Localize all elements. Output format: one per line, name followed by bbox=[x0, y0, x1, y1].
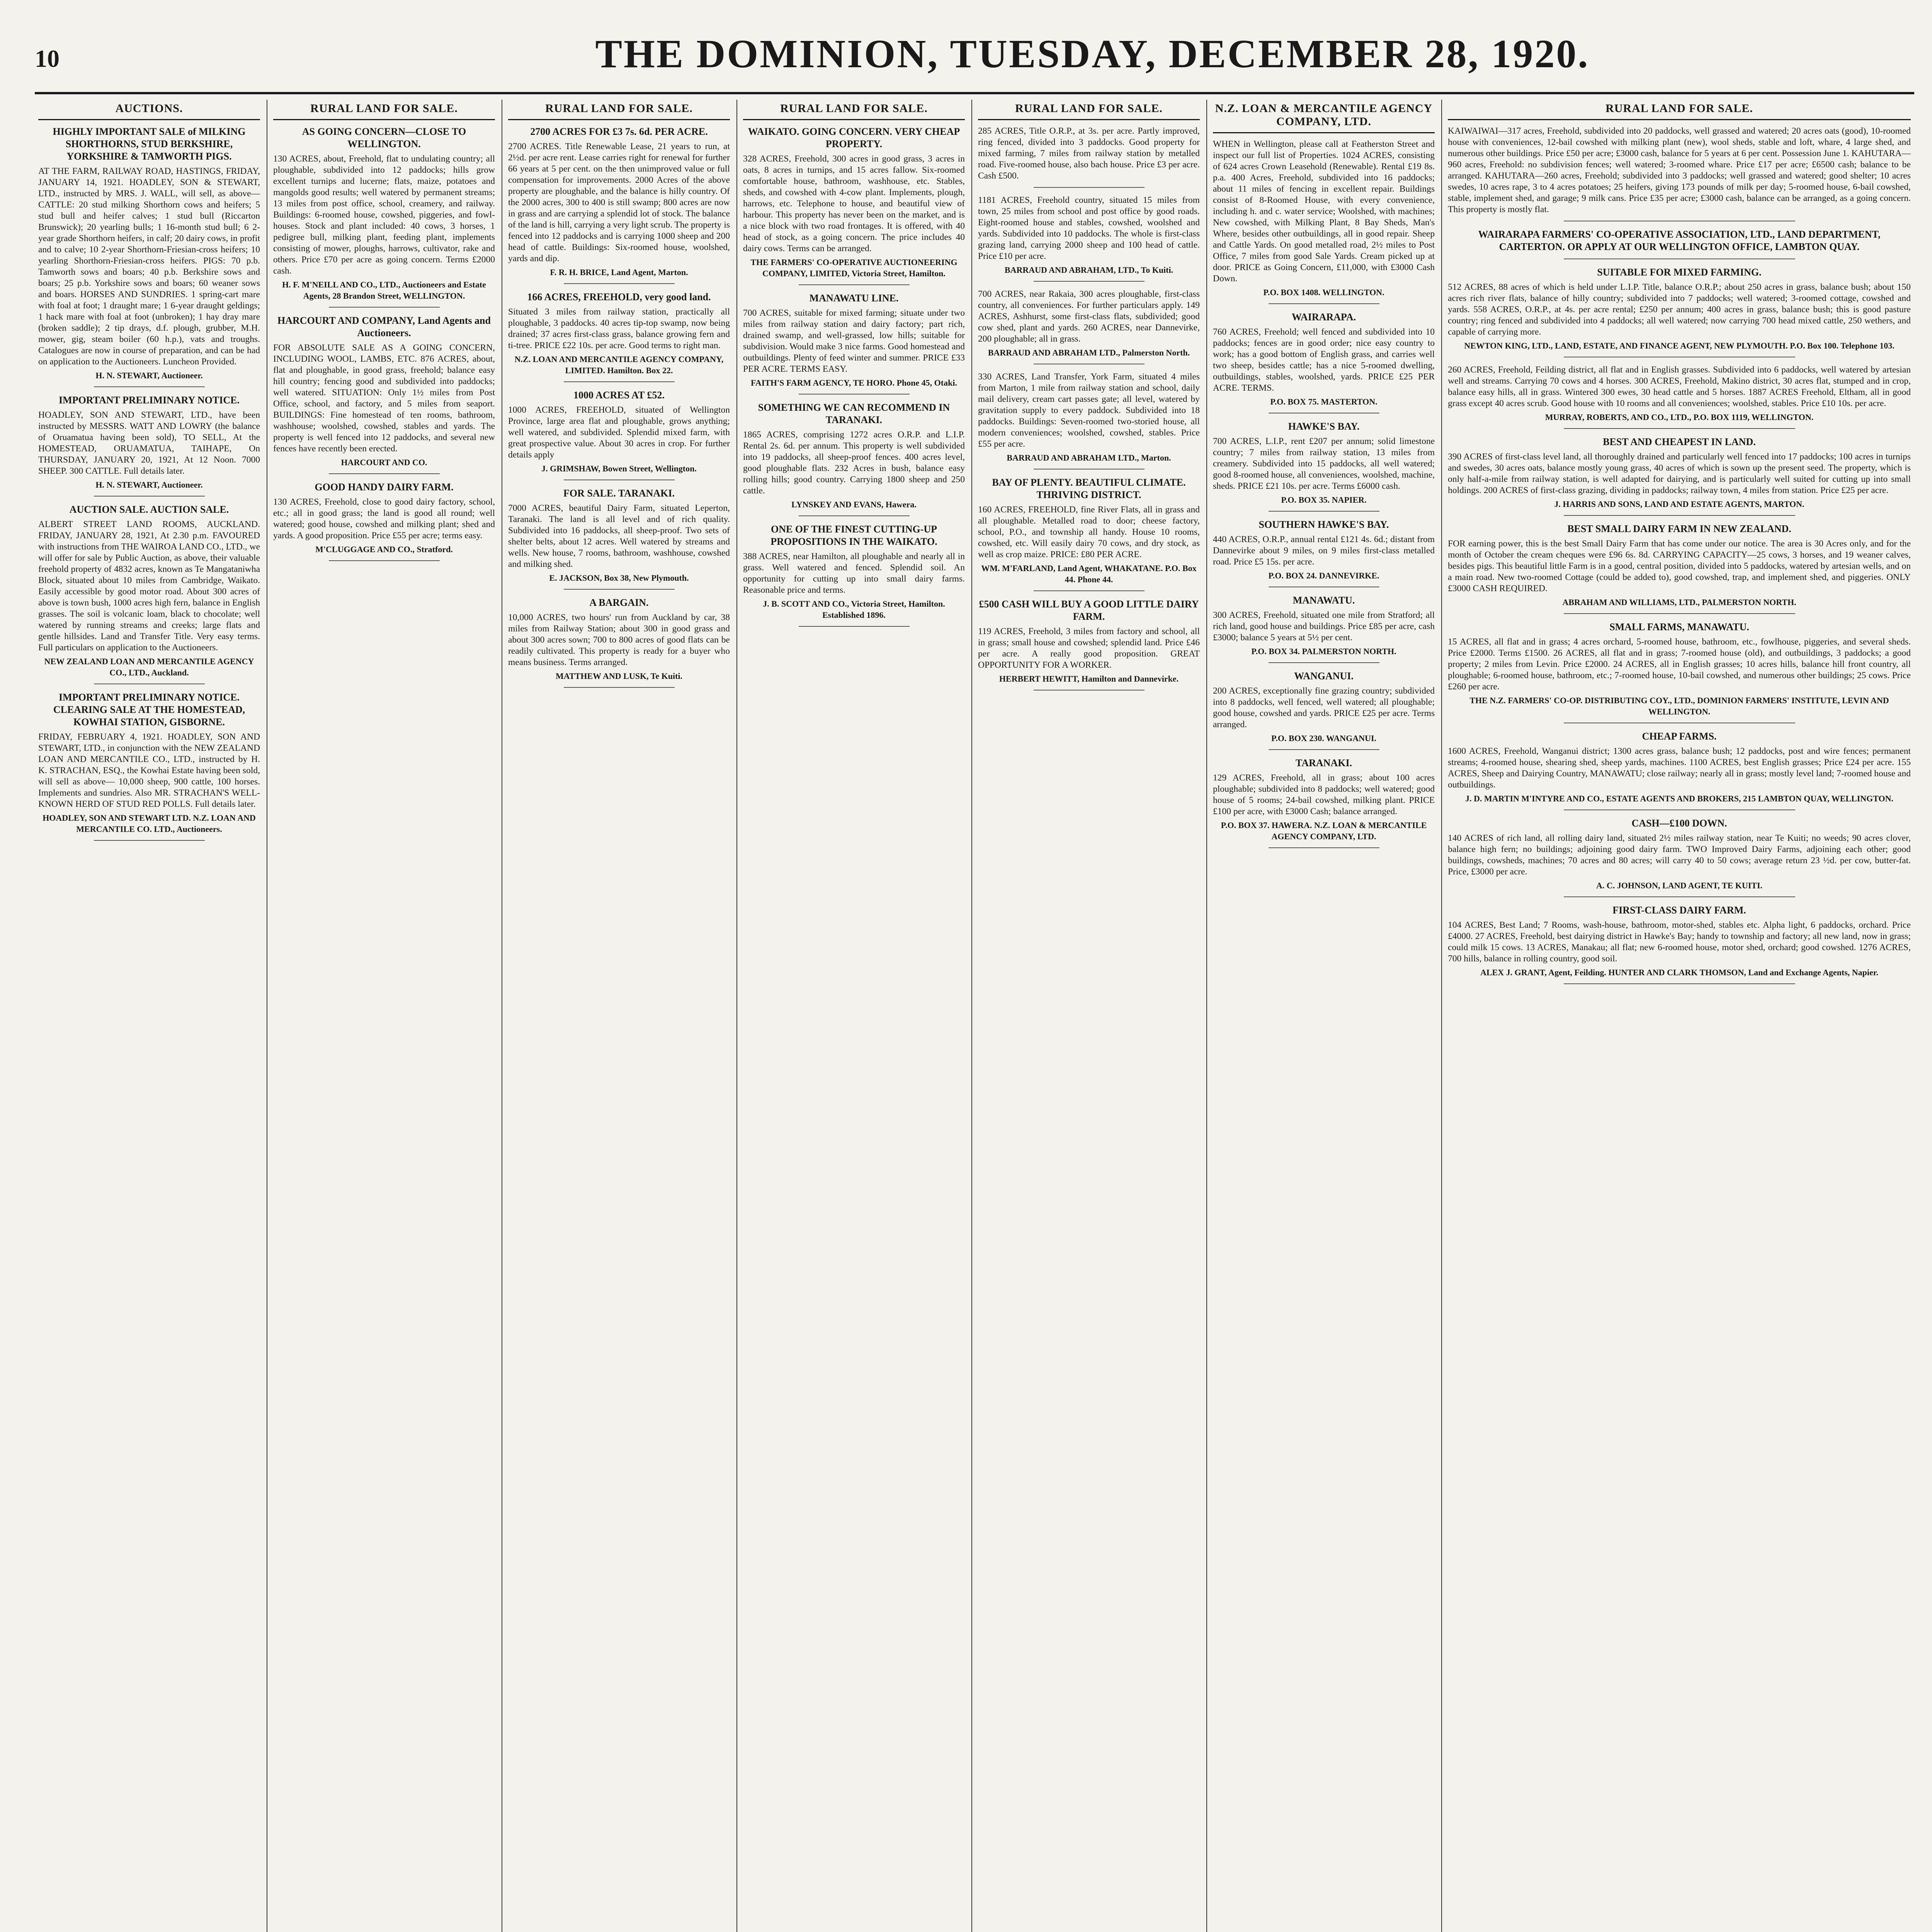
column-6 bbox=[1209, 100, 1438, 1932]
ad-body: 390 ACRES of first-class level land, all thoroughly drained and particularly well fenced into 17 paddocks; 100 acres in turnips and swedes, 30 acres oats, balance mostly young grass, 40 acres of which is sown up the present seed. The property, which is only half-a-mile from railway station, is well adapted for dairying, and is particularly well suited for cutting up into small holdings. 200 ACRES of first-class grazing, dividing in paddocks; railway town, 4 miles from station. Price £25 per acre. bbox=[1448, 452, 1911, 495]
ad-divider bbox=[329, 560, 440, 561]
classified-ad bbox=[38, 691, 260, 841]
ad-signoff: N.Z. LOAN AND MERCANTILE AGENCY COMPANY, LIMITED. Hamilton. Box 22. bbox=[514, 354, 724, 375]
ad-title: IMPORTANT PRELIMINARY NOTICE. CLEARING SALE AT THE HOMESTEAD, KOWHAI STATION, GISBORNE. bbox=[53, 692, 245, 728]
classified-ad bbox=[1213, 420, 1435, 512]
ad-divider bbox=[1269, 303, 1379, 304]
ad-divider bbox=[799, 626, 910, 627]
classified-ad bbox=[978, 195, 1200, 282]
ad-signoff: J. D. MARTIN M'INTYRE AND CO., ESTATE AGENTS AND BROKERS, 215 LAMBTON QUAY, WELLINGTON. bbox=[1465, 794, 1893, 803]
column-1 bbox=[35, 100, 264, 1932]
ad-divider bbox=[94, 840, 205, 841]
classified-ad bbox=[1448, 266, 1911, 357]
ad-body: 130 ACRES, about, Freehold, flat to undulating country; all ploughable, subdivided into 12 paddocks; hills grow excellent turnips and lucerne; flats, maize, potatoes and mangolds good results; well watered by permanent streams; 13 miles from post office, school, creamery, and railway. Buildings: 6-roomed house, cowshed, piggeries, and fowl-houses. Stock and plant included: 40 cows, 3 horses, 1 pedigree bull, milking plant, feeding plant, implements consisting of mower, ploughs, harrows, cultivator, rake and others. Price £70 per acre as going concern. Terms £2000 cash. bbox=[273, 154, 495, 276]
ad-divider bbox=[329, 473, 440, 474]
ad-signoff: BARRAUD AND ABRAHAM, LTD., To Kuiti. bbox=[1004, 265, 1173, 275]
ad-title: MANAWATU LINE. bbox=[809, 293, 899, 304]
ad-title: BAY OF PLENTY. BEAUTIFUL CLIMATE. THRIVING DISTRICT. bbox=[992, 477, 1186, 500]
ad-signoff: ALEX J. GRANT, Agent, Feilding. HUNTER AND CLARK THOMSON, Land and Exchange Agents, Napier. bbox=[1480, 968, 1879, 977]
classified-ad bbox=[1448, 126, 1911, 221]
ad-body: 1000 ACRES, FREEHOLD, situated of Wellington Province, large area flat and ploughable, grows anything; well watered, and subdivided. Splendid mixed farm, with great prospective value. About 30 acres in crop. For further details apply bbox=[508, 405, 730, 460]
ad-signoff: THE N.Z. FARMERS' CO-OP. DISTRIBUTING COY., LTD., DOMINION FARMERS' INSTITUTE, LEVIN AND WELLINGTON. bbox=[1469, 696, 1889, 716]
ad-signoff: HOADLEY, SON AND STEWART LTD. N.Z. LOAN AND MERCANTILE CO. LTD., Auctioneers. bbox=[43, 813, 256, 834]
ad-signoff: THE FARMERS' CO-OPERATIVE AUCTIONEERING COMPANY, LIMITED, Victoria Street, Hamilton. bbox=[750, 257, 957, 278]
column-rule bbox=[971, 100, 972, 1932]
ad-divider bbox=[799, 394, 910, 395]
header-rule bbox=[35, 92, 1914, 94]
page-header bbox=[35, 23, 1914, 89]
classified-ad bbox=[743, 523, 965, 627]
column-5 bbox=[975, 100, 1203, 1932]
ad-body: 285 ACRES, Title O.R.P., at 3s. per acre. Partly improved, ring fenced, divided into 3 paddocks. Good property for mixed farming, 7 miles from railway station by metalled road. Five-roomed house, also bach house. Price £3 per acre. Cash £500. bbox=[978, 126, 1200, 181]
ad-body: 200 ACRES, exceptionally fine grazing country; subdivided into 8 paddocks, well fenced, well watered; all ploughable; good house, cowshed and yards. PRICE £25 per acre. Terms arranged. bbox=[1213, 686, 1435, 730]
ad-divider bbox=[1564, 896, 1795, 897]
ad-title: FIRST-CLASS DAIRY FARM. bbox=[1612, 905, 1746, 916]
ad-body: AT THE FARM, RAILWAY ROAD, HASTINGS, FRIDAY, JANUARY 14, 1921. HOADLEY, SON & STEWART, LTD., instructed by MRS. J. WALL, will sell, as above— CATTLE: 20 stud milking Shorthorn cows and heifers; 5 stud bull and heifer calves; 1 stud bull (Riccarton Brunswick); 20 yearling bulls; 1 16-month stud bull; 6 2-year grade Shorthorn heifers, in calf; 20 dairy cows, in profit and to calve; 10 2-year Shorthorn-Friesian-cross heifers; 10 yearling Shorthorn-Friesian-cross heifers. PIGS: 70 p.b. Tamworth sows and boars; 40 p.b. Berkshire sows and boars; 25 p.b. Yorkshire sows and boars; 60 weaner sows and boars. HORSES AND SUNDRIES. 1 spring-cart mare with foal at foot; 1 draught mare; 1 6-year draught geldings; 1 hack mare with foal at foot (unbroken); 1 hay dray mare (broken saddle); 2 tip drays, d.f. plough, grubber, M.H. mower, gig, steam boiler (60 h.p.), vats and troughs. Catalogues are now in course of preparation, and can be had on application to the Auctioneers. Luncheon Provided. bbox=[38, 166, 260, 367]
ad-body: Situated 3 miles from railway station, practically all ploughable, 3 paddocks. 40 acres tip-top swamp, now being drained; 37 acres first-class grass, balance growing fern and ti-tree. PRICE £22 10s. per acre. Good terms to right man. bbox=[508, 307, 730, 350]
ad-body: 15 ACRES, all flat and in grass; 4 acres orchard, 5-roomed house, bathroom, etc., fowlhouse, piggeries, and several sheds. Price £2000. Terms £1500. 26 ACRES, all flat and in grass; 7-roomed house (old), and outbuildings, 3 paddocks; a good property; 2 miles from Levin. Price £2000. 24 ACRES, all in English grasses; 10 acres hills, balance hill front country, all ploughable; 6-roomed house, bathroom, etc.; 7-roomed house, 10-bail cowshed, and numerous other buildings; 25 cows. Price £260 per acre. bbox=[1448, 637, 1911, 692]
column-heading: N.Z. LOAN & MERCANTILE AGENCY COMPANY, LTD. bbox=[1213, 100, 1435, 133]
column-heading: RURAL LAND FOR SALE. bbox=[978, 100, 1200, 120]
classified-ad bbox=[1448, 904, 1911, 984]
ad-body: 140 ACRES of rich land, all rolling dairy land, situated 2½ miles railway station, near Te Kuiti; no weeds; 90 acres clover, balance high fern; no buildings; adjoining good dairy farm. TWO Improved Dairy Farms, adjoining each other; good buildings, cowsheds, machines; 70 acres and 80 acres; will carry 40 to 50 cows; average return 23 ½d. per cow, butter-fat. Price, £3000 per acre. bbox=[1448, 833, 1911, 877]
ad-signoff: F. R. H. BRICE, Land Agent, Marton. bbox=[550, 267, 688, 277]
classified-ad bbox=[1213, 670, 1435, 750]
ad-signoff: J. HARRIS AND SONS, LAND AND ESTATE AGENTS, MARTON. bbox=[1554, 499, 1804, 509]
ad-title: CHEAP FARMS. bbox=[1642, 731, 1717, 742]
ad-title: WANGANUI. bbox=[1294, 670, 1354, 682]
ad-body: 130 ACRES, Freehold, close to good dairy factory, school, etc.; all in good grass; the land is good all round; well watered; good house, cowshed and milking plant; shed and yards. A good proposition. Price £55 per acre; terms easy. bbox=[273, 497, 495, 541]
ad-title: A BARGAIN. bbox=[589, 597, 649, 608]
column-4 bbox=[740, 100, 968, 1932]
ad-title: TARANAKI. bbox=[1295, 757, 1352, 769]
classified-ad bbox=[508, 597, 730, 688]
ad-signoff: E. JACKSON, Box 38, New Plymouth. bbox=[549, 573, 689, 583]
column-heading: RURAL LAND FOR SALE. bbox=[273, 100, 495, 120]
ad-title: FOR SALE. TARANAKI. bbox=[563, 488, 675, 499]
classified-ad bbox=[1213, 757, 1435, 848]
classified-ad bbox=[38, 503, 260, 684]
ad-body: 1181 ACRES, Freehold country, situated 15 miles from town, 25 miles from school and post office by good roads. Eight-roomed house and stables, cowshed, woolshed and yards. Subdivided into 10 paddocks. The whole is first-class grazing land, carrying 2000 sheep and 100 head of cattle. Price £10 per acre. bbox=[978, 195, 1200, 261]
classified-ad bbox=[508, 389, 730, 480]
classified-ad bbox=[978, 371, 1200, 469]
ad-title: BEST AND CHEAPEST IN LAND. bbox=[1603, 436, 1756, 447]
ad-title: HARCOURT AND COMPANY, Land Agents and Auctioneers. bbox=[277, 315, 491, 338]
ad-signoff: P.O. BOX 1408. WELLINGTON. bbox=[1263, 287, 1384, 297]
classified-ad bbox=[1448, 523, 1911, 614]
classified-ad bbox=[1448, 730, 1911, 810]
ad-signoff: LYNSKEY AND EVANS, Hawera. bbox=[791, 500, 917, 509]
ad-signoff: MURRAY, ROBERTS, AND CO., LTD., P.O. BOX 1119, WELLINGTON. bbox=[1545, 412, 1814, 422]
ad-body: 700 ACRES, L.I.P., rent £207 per annum; solid limestone country; 7 miles from railway station, 13 miles from creamery. Subdivided into 15 paddocks, all well watered; good 8-roomed house, all conveniences, woolshed, machine, sheds. PRICE £21 10s. per acre. Terms £6000 cash. bbox=[1213, 436, 1435, 491]
column-heading: RURAL LAND FOR SALE. bbox=[508, 100, 730, 120]
ad-title: SOUTHERN HAWKE'S BAY. bbox=[1259, 519, 1389, 530]
ad-signoff: H. F. M'NEILL AND CO., LTD., Auctioneers and Estate Agents, 28 Brandon Street, WELLINGTON. bbox=[282, 280, 486, 301]
ad-title: HIGHLY IMPORTANT SALE of MILKING SHORTHORNS, STUD BERKSHIRE, YORKSHIRE & TAMWORTH PIGS. bbox=[53, 126, 246, 162]
ad-signoff: J. GRIMSHAW, Bowen Street, Wellington. bbox=[541, 464, 697, 473]
ad-divider bbox=[1269, 749, 1379, 750]
classified-ad bbox=[508, 291, 730, 382]
ad-body: 330 ACRES, Land Transfer, York Farm, situated 4 miles from Marton, 1 mile from railway station and school, daily mail delivery, cream cart passes gate; all level, watered by gravitation supply to every paddock. Subdivided into 18 paddocks. Buildings: Seven-roomed two-storied house, all modern conveniences; woolshed, cowshed, stables. Price £55 per acre. bbox=[978, 372, 1200, 449]
ad-divider bbox=[329, 307, 440, 308]
column-heading: RURAL LAND FOR SALE. bbox=[1448, 100, 1911, 120]
ad-body: HOADLEY, SON AND STEWART, LTD., have been instructed by MESSRS. WATT AND LOWRY (the balance of Oruamatua having been sold), TO SELL, At the HOMESTEAD, ORUAMATUA, TAIHAPE, On THURSDAY, JANUARY 20, 1921, At 12 Noon. 7000 SHEEP. 300 CATTLE. Full details later. bbox=[38, 410, 260, 476]
ad-divider bbox=[564, 283, 675, 284]
ad-signoff: BARRAUD AND ABRAHAM LTD., Marton. bbox=[1007, 453, 1171, 463]
classified-ad bbox=[1448, 436, 1911, 516]
ad-divider bbox=[1269, 511, 1379, 512]
ad-body: 700 ACRES, near Rakaia, 300 acres ploughable, first-class country, all conveniences. For further particulars apply. 149 ACRES, Ashhurst, some first-class flats, subdivided; good cow shed, plant and yards. 260 ACRES, near Dannevirke, 200 ploughable; all in grass. bbox=[978, 289, 1200, 344]
classified-ad bbox=[1448, 228, 1911, 259]
classified-ad bbox=[1448, 364, 1911, 429]
ad-body: 129 ACRES, Freehold, all in grass; about 100 acres ploughable; subdivided into 8 paddocks; well watered; good house of 5 rooms; 24-bail cowshed, milking plant. PRICE £100 per acre, with £3000 Cash; balance arranged. bbox=[1213, 773, 1435, 816]
ad-body: 1600 ACRES, Freehold, Wanganui district; 1300 acres grass, balance bush; 12 paddocks, post and wire fences; permanent streams; 4-roomed house, shearing shed, sheep yards, machines. 1100 ACRES, best English grasses; Price £24 per acre. 155 ACRES, Sheep and Dairying Country, MANAWATU; close railway; nearly all in grass; mostly level land; 7-roomed house and outbuildings. bbox=[1448, 746, 1911, 790]
ad-body: 388 ACRES, near Hamilton, all ploughable and nearly all in grass. Well watered and fenced. Splendid soil. An opportunity for cutting up into small dairy farms. Reasonable price and terms. bbox=[743, 551, 965, 595]
ad-divider bbox=[1269, 847, 1379, 848]
ad-divider bbox=[564, 381, 675, 382]
ad-signoff: ABRAHAM AND WILLIAMS, LTD., PALMERSTON NORTH. bbox=[1562, 597, 1796, 607]
classified-ad bbox=[1213, 311, 1435, 413]
ad-body: FRIDAY, FEBRUARY 4, 1921. HOADLEY, SON AND STEWART, LTD., in conjunction with the NEW ZEALAND LOAN AND MERCANTILE CO., LTD., instructed by H. K. STRACHAN, ESQ., the Kowhai Estate having been sold, will sell as above— 10,000 sheep, 900 cattle, 100 horses. Implements and sundries. Also MR. STRACHAN'S WELL-KNOWN HERD OF STUD RED POLLS. Full details later. bbox=[38, 732, 260, 809]
classified-ad bbox=[978, 598, 1200, 690]
column-rule bbox=[736, 100, 737, 1932]
column-3 bbox=[505, 100, 733, 1932]
classified-ad bbox=[508, 487, 730, 590]
classified-ad bbox=[38, 394, 260, 497]
ad-divider bbox=[1564, 428, 1795, 429]
ad-signoff: FAITH'S FARM AGENCY, TE HORO. Phone 45, Otaki. bbox=[751, 378, 957, 388]
ad-title: £500 CASH WILL BUY A GOOD LITTLE DAIRY FARM. bbox=[979, 599, 1199, 622]
column-heading: RURAL LAND FOR SALE. bbox=[743, 100, 965, 120]
masthead: THE DOMINION, TUESDAY, DECEMBER 28, 1920. bbox=[595, 32, 1590, 76]
ad-signoff: J. B. SCOTT AND CO., Victoria Street, Hamilton. Established 1896. bbox=[763, 599, 945, 620]
ad-signoff: HARCOURT AND CO. bbox=[341, 457, 427, 467]
ad-signoff: H. N. STEWART, Auctioneer. bbox=[95, 371, 203, 380]
ad-divider bbox=[799, 284, 910, 285]
column-heading: AUCTIONS. bbox=[38, 100, 260, 120]
ad-title: AS GOING CONCERN—CLOSE TO WELLINGTON. bbox=[302, 126, 466, 150]
ad-title: MANAWATU. bbox=[1293, 595, 1355, 606]
classified-ad bbox=[978, 126, 1200, 188]
column-rule bbox=[1441, 100, 1442, 1932]
ad-body: 760 ACRES, Freehold; well fenced and subdivided into 10 paddocks; fences are in good order; nice easy country to work; has a good bottom of English grass, and carries well two sheep, besides cattle; has a nice 5-roomed dwelling, outbuildings, stables, woolshed, yards. PRICE £25 PER ACRE. TERMS. bbox=[1213, 327, 1435, 393]
ad-signoff: BARRAUD AND ABRAHAM LTD., Palmerston North. bbox=[988, 348, 1190, 357]
ad-signoff: P.O. BOX 230. WANGANUI. bbox=[1271, 733, 1376, 743]
ad-signoff: P.O. BOX 34. PALMERSTON NORTH. bbox=[1251, 646, 1396, 656]
classified-ad bbox=[743, 401, 965, 516]
ad-title: 166 ACRES, FREEHOLD, very good land. bbox=[527, 291, 711, 303]
ad-body: ALBERT STREET LAND ROOMS, AUCKLAND. FRIDAY, JANUARY 28, 1921, At 2.30 p.m. FAVOURED with instructions from THE WAIROA LAND CO., LTD., we will offer for sale by Public Auction, as above, their valuable freehold property of 4832 acres, known as Te Mangataniwha Block, situated about 10 miles from Cambridge, Waikato. Easily accessible by good motor road. About 300 acres of above is town bush, 1000 acres high fern, balance in English grasses. The soil is volcanic loam, black to chocolate; well watered by running streams and creeks; large flats and gentle hillsides. Land and Transfer Title. Very easy terms. Full particulars on application to the Auctioneers. bbox=[38, 519, 260, 653]
ad-body: 260 ACRES, Freehold, Feilding district, all flat and in English grasses. Subdivided into 6 paddocks, well watered by artesian well and streams. Carrying 70 cows and 4 horses. 300 ACRES, Freehold, Makino district, 30 acres flat, stumped and in crop, balance easy hills, all in grass. Wintered 300 ewes, 30 head cattle and 5 horses. 1887 ACRES Freehold, Eltham, all in good grass except 40 acres scrub. Good house with 10 rooms and all conveniences; woolshed, stables. Price £10 10s. per acre. bbox=[1448, 365, 1911, 408]
ad-body: 512 ACRES, 88 acres of which is held under L.I.P. Title, balance O.R.P.; about 250 acres in grass, balance bush; about 150 acres rich river flats, balance of hilly country; subdivided into 7 paddocks; well watered; 3-roomed cottage, cowshed and yards. 558 ACRES, O.R.P., at 4s. per acre rental; £250 per annum; 400 acres in grass, balance bush; this is good pasture country; ring fenced and subdivided into 4 paddocks; all well watered; now carrying 700 head mixed cattle, 250 wethers, and capable of carrying more. bbox=[1448, 282, 1911, 337]
ad-divider bbox=[564, 589, 675, 590]
ad-body: 2700 ACRES. Title Renewable Lease, 21 years to run, at 2½d. per acre rent. Lease carries right for renewal for further 66 years at 5 per cent. on the then unimproved value or full compensation for improvements. 2000 Acres of the above property are ploughable, and the balance is hilly country. Of the 2000 acres, 300 to 400 is still swamp; 800 acres are now in grass and are carrying a splendid lot of stock. The balance of the land is hill, carrying a very light scrub. The property is fenced into 12 paddocks and is carrying 1000 sheep and 200 head of cattle. Buildings: Six-roomed house, woolshed, yards and dip. bbox=[508, 141, 730, 264]
classified-ad bbox=[743, 292, 965, 395]
ad-title: WAIKATO. GOING CONCERN. VERY CHEAP PROPERTY. bbox=[748, 126, 960, 150]
ad-body: 160 ACRES, FREEHOLD, fine River Flats, all in grass and all ploughable. Metalled road to door; cheese factory, school, P.O., and township all handy. House 10 rooms, cowshed, etc. Will easily dairy 70 cows, and dry stock, as well as crop maize. PRICE: £80 PER ACRE. bbox=[978, 505, 1200, 560]
column-7 bbox=[1444, 100, 1914, 1932]
ad-title: CASH—£100 DOWN. bbox=[1631, 818, 1727, 829]
ad-body: 1865 ACRES, comprising 1272 acres O.R.P. and L.I.P. Rental 2s. 6d. per annum. This property is well subdivided into 19 paddocks, all sheep-proof fences. 400 acres level, good ploughable flats. 232 Acres in bush, balance easy rolling hills; good country. Carrying 1800 sheep and 250 cattle. bbox=[743, 430, 965, 496]
ad-divider bbox=[1564, 613, 1795, 614]
classified-ad bbox=[978, 289, 1200, 364]
ad-body: 7000 ACRES, beautiful Dairy Farm, situated Leperton, Taranaki. The land is all level and of rich quality. Subdivided into 16 paddocks, all sheep-proof. Two sets of shelter belts, about 12 acres. Well watered by streams and wells. New house, 7 rooms, bathroom, washhouse, cowshed and milking shed. bbox=[508, 503, 730, 569]
page-number: 10 bbox=[35, 45, 60, 72]
ad-signoff: A. C. JOHNSON, LAND AGENT, TE KUITI. bbox=[1596, 881, 1763, 890]
ad-title: WAIRARAPA FARMERS' CO-OPERATIVE ASSOCIATION, LTD., LAND DEPARTMENT, CARTERTON. OR APPLY AT OUR WELLINGTON OFFICE, LAMBTON QUAY. bbox=[1478, 229, 1881, 252]
ad-title: AUCTION SALE. AUCTION SALE. bbox=[69, 504, 229, 515]
ad-divider bbox=[94, 386, 205, 387]
classified-ad bbox=[1213, 519, 1435, 587]
classified-ad bbox=[1213, 594, 1435, 663]
ad-signoff: HERBERT HEWITT, Hamilton and Dannevirke. bbox=[999, 674, 1179, 684]
ad-body: 10,000 ACRES, two hours' run from Auckland by car, 38 miles from Railway Station; about 300 in good grass and about 300 acres sown; 700 to 800 acres of good flats can be readily cultivated. This property is ready for a buyer who means business. Terms arranged. bbox=[508, 612, 730, 667]
ad-signoff: P.O. BOX 37. HAWERA. N.Z. LOAN & MERCANTILE AGENCY COMPANY, LTD. bbox=[1221, 820, 1427, 841]
columns-container bbox=[35, 100, 1914, 1932]
column-2 bbox=[270, 100, 498, 1932]
ad-title: BEST SMALL DAIRY FARM IN NEW ZEALAND. bbox=[1567, 523, 1791, 534]
classified-ad bbox=[1213, 139, 1435, 304]
ad-body: 104 ACRES, Best Land; 7 Rooms, wash-house, bathroom, motor-shed, stables etc. Alpha light, 6 paddocks, orchard. Price £4000. 27 ACRES, Freehold, best dairying district in Hawke's Bay; handy to township and factory; all new land, now in grass; could milk 15 cows. 13 ACRES, Manakau; all flat; new 6-roomed house, motor shed, orchard; good cowshed. 1276 ACRES, 700 hills, balance in rolling country, good soil. bbox=[1448, 920, 1911, 964]
ad-body: 440 ACRES, O.R.P., annual rental £121 4s. 6d.; distant from Dannevirke about 9 miles, on 9 miles first-class metalled road. Price £5 15s. per acre. bbox=[1213, 534, 1435, 567]
ad-divider bbox=[1034, 590, 1145, 591]
ad-divider bbox=[1564, 983, 1795, 984]
ad-title: WAIRARAPA. bbox=[1291, 311, 1356, 323]
ad-body: 119 ACRES, Freehold, 3 miles from factory and school, all in grass; small house and cowshed; splendid land. Price £46 per acre. A really good proposition. GREAT OPPORTUNITY FOR A WORKER. bbox=[978, 626, 1200, 670]
ad-title: GOOD HANDY DAIRY FARM. bbox=[315, 481, 454, 493]
ad-divider bbox=[1034, 281, 1145, 282]
classified-ad bbox=[508, 126, 730, 284]
ad-body: WHEN in Wellington, please call at Featherston Street and inspect our full list of Properties. 1024 ACRES, consisting of 624 acres Crown Leasehold (Renewable). Rental £19 8s. p.a. 400 Acres, Freehold, subdivided into 16 paddocks; about 11 miles of fencing in excellent repair. Buildings consist of 8-Roomed House, with every convenience, including h. and c. water service; Woolshed, with machines; New cowshed, with Milking Plant, 8 Bay Sheds, Man's Where, besides other outbuildings, all in good repair. Sheep and Cattle Yards. On good metalled road, 2½ miles to Post Office, 7 miles from good Sale Yards. Cream picked up at door. PRICE as Going Concern, £11,000, with £3000 Cash Down. bbox=[1213, 139, 1435, 284]
ad-signoff: P.O. BOX 24. DANNEVIRKE. bbox=[1268, 571, 1379, 580]
ad-divider bbox=[564, 687, 675, 688]
ad-title: 2700 ACRES FOR £3 7s. 6d. PER ACRE. bbox=[530, 126, 708, 137]
ad-title: 1000 ACRES AT £52. bbox=[573, 389, 665, 401]
ad-title: SUITABLE FOR MIXED FARMING. bbox=[1597, 267, 1762, 278]
classified-ad bbox=[1448, 817, 1911, 897]
ad-title: ONE OF THE FINEST CUTTING-UP PROPOSITIONS IN THE WAIKATO. bbox=[770, 524, 937, 547]
ad-title: SOMETHING WE CAN RECOMMEND IN TARANAKI. bbox=[758, 402, 950, 425]
ad-signoff: H. N. STEWART, Auctioneer. bbox=[95, 480, 203, 490]
ad-body: FOR ABSOLUTE SALE AS A GOING CONCERN, INCLUDING WOOL, LAMBS, ETC. 876 ACRES, about, flat and ploughable, in good grass, freehold; balance easy hill country; fencing good and subdivided into paddocks; well watered. SITUATION: Only 1½ miles from Post Office, school, and factory, and 5 miles from seaport. BUILDINGS: Fine homestead of ten rooms, bathroom, washhouse; woolshed, cowshed, stables and yards. The property is well fenced into 12 paddocks, and several new fences have recently been erected. bbox=[273, 343, 495, 454]
ad-signoff: P.O. BOX 35. NAPIER. bbox=[1281, 495, 1367, 505]
ad-body: FOR earning power, this is the best Small Dairy Farm that has come under our notice. The area is 30 Acres only, and for the month of October the cream cheques were £96 6s. 8d. CARRYING CAPACITY—25 cows, 3 horses, and 19 weaner calves, besides pigs. This beautiful little Farm is in a good, central position, divided into 5 paddocks, watered by artesian wells, and on a main road. New two-roomed Cottage (could be added to), good cowshed, trap, and implement shed, and piggeries. ONLY £3000 CASH REQUIRED. bbox=[1448, 539, 1911, 594]
ad-signoff: NEW ZEALAND LOAN AND MERCANTILE AGENCY CO., LTD., Auckland. bbox=[44, 656, 254, 677]
classified-ad bbox=[743, 126, 965, 285]
classified-ad bbox=[978, 476, 1200, 591]
ad-title: IMPORTANT PRELIMINARY NOTICE. bbox=[59, 395, 240, 406]
classified-ad bbox=[38, 126, 260, 387]
ad-signoff: WM. M'FARLAND, Land Agent, WHAKATANE. P.O. Box 44. Phone 44. bbox=[981, 563, 1197, 584]
ad-signoff: M'CLUGGAGE AND CO., Stratford. bbox=[315, 544, 453, 554]
ad-title: SMALL FARMS, MANAWATU. bbox=[1609, 621, 1749, 633]
ad-divider bbox=[1564, 515, 1795, 516]
ad-body: KAIWAIWAI—317 acres, Freehold, subdivided into 20 paddocks, well grassed and watered; 20 acres oats (good), 10-roomed house with conveniences, 12-bail cowshed with milking plant (new), wool sheds, stable and loft, whare, 4 large shed, and numerous other buildings. Price £50 per acre; £3000 cash, balance for 5 years at 6 per cent. Possession June 1. KAHUTARA—960 acres, Freehold: no subdivision fences; well watered; 3-roomed whare. Price £17 per acre; £6500 cash; balance to be arranged. KAHUTARA—260 acres, Freehold; subdivided into 3 paddocks; well grassed and watered; good shelter; 10 acres swedes, 10 acres rape, 3 to 4 acres potatoes; 25 heifers, giving 173 pounds of milk per day; 5-roomed house, 6-bail cowshed, stable, implement shed, and garage; 9 milk cans. Price £35 per acre; £3000 cash, balance can be arranged, as a going concern. This property is mostly flat. bbox=[1448, 126, 1911, 214]
ad-signoff: P.O. BOX 75. MASTERTON. bbox=[1270, 397, 1378, 406]
ad-signoff: NEWTON KING, LTD., LAND, ESTATE, AND FINANCE AGENT, NEW PLYMOUTH. P.O. Box 100. Telephone 103. bbox=[1464, 341, 1895, 350]
ad-divider bbox=[1034, 187, 1145, 188]
ad-body: 700 ACRES, suitable for mixed farming; situate under two miles from railway station and dairy factory; part rich, drained swamp, and well-grassed, low hills; suitable for subdivision. Would make 3 nice farms. Good homestead and outbuildings. Plenty of feed winter and summer. PRICE £33 PER ACRE. TERMS EASY. bbox=[743, 308, 965, 374]
classified-ad bbox=[1448, 621, 1911, 723]
ad-divider bbox=[799, 515, 910, 516]
column-rule bbox=[1206, 100, 1207, 1932]
ad-signoff: MATTHEW AND LUSK, Te Kuiti. bbox=[555, 671, 683, 681]
ad-title: HAWKE'S BAY. bbox=[1288, 421, 1360, 432]
ad-body: 300 ACRES, Freehold, situated one mile from Stratford; all rich land, good house and buildings. Price £85 per acre, cash £3000; balance 5 years at 5½ per cent. bbox=[1213, 610, 1435, 643]
classified-ad bbox=[273, 315, 495, 474]
ad-body: 328 ACRES, Freehold, 300 acres in good grass, 3 acres in oats, 8 acres in turnips, and 15 acres fallow. Six-roomed comfortable house, bathroom, washhouse, etc. Stables, sheds, and cowshed with 4-cow plant. Implements, plough, harrows, etc. Telephone to house, and beautiful view of harbour. This property has never been on the market, and is a nice block with two road frontages. It is offered, with 40 head of stock, as a going concern. The price includes 40 dairy cows. Terms can be arranged. bbox=[743, 154, 965, 253]
ad-divider bbox=[1269, 662, 1379, 663]
classified-ad bbox=[273, 126, 495, 308]
ad-divider bbox=[94, 496, 205, 497]
classified-ad bbox=[273, 481, 495, 561]
